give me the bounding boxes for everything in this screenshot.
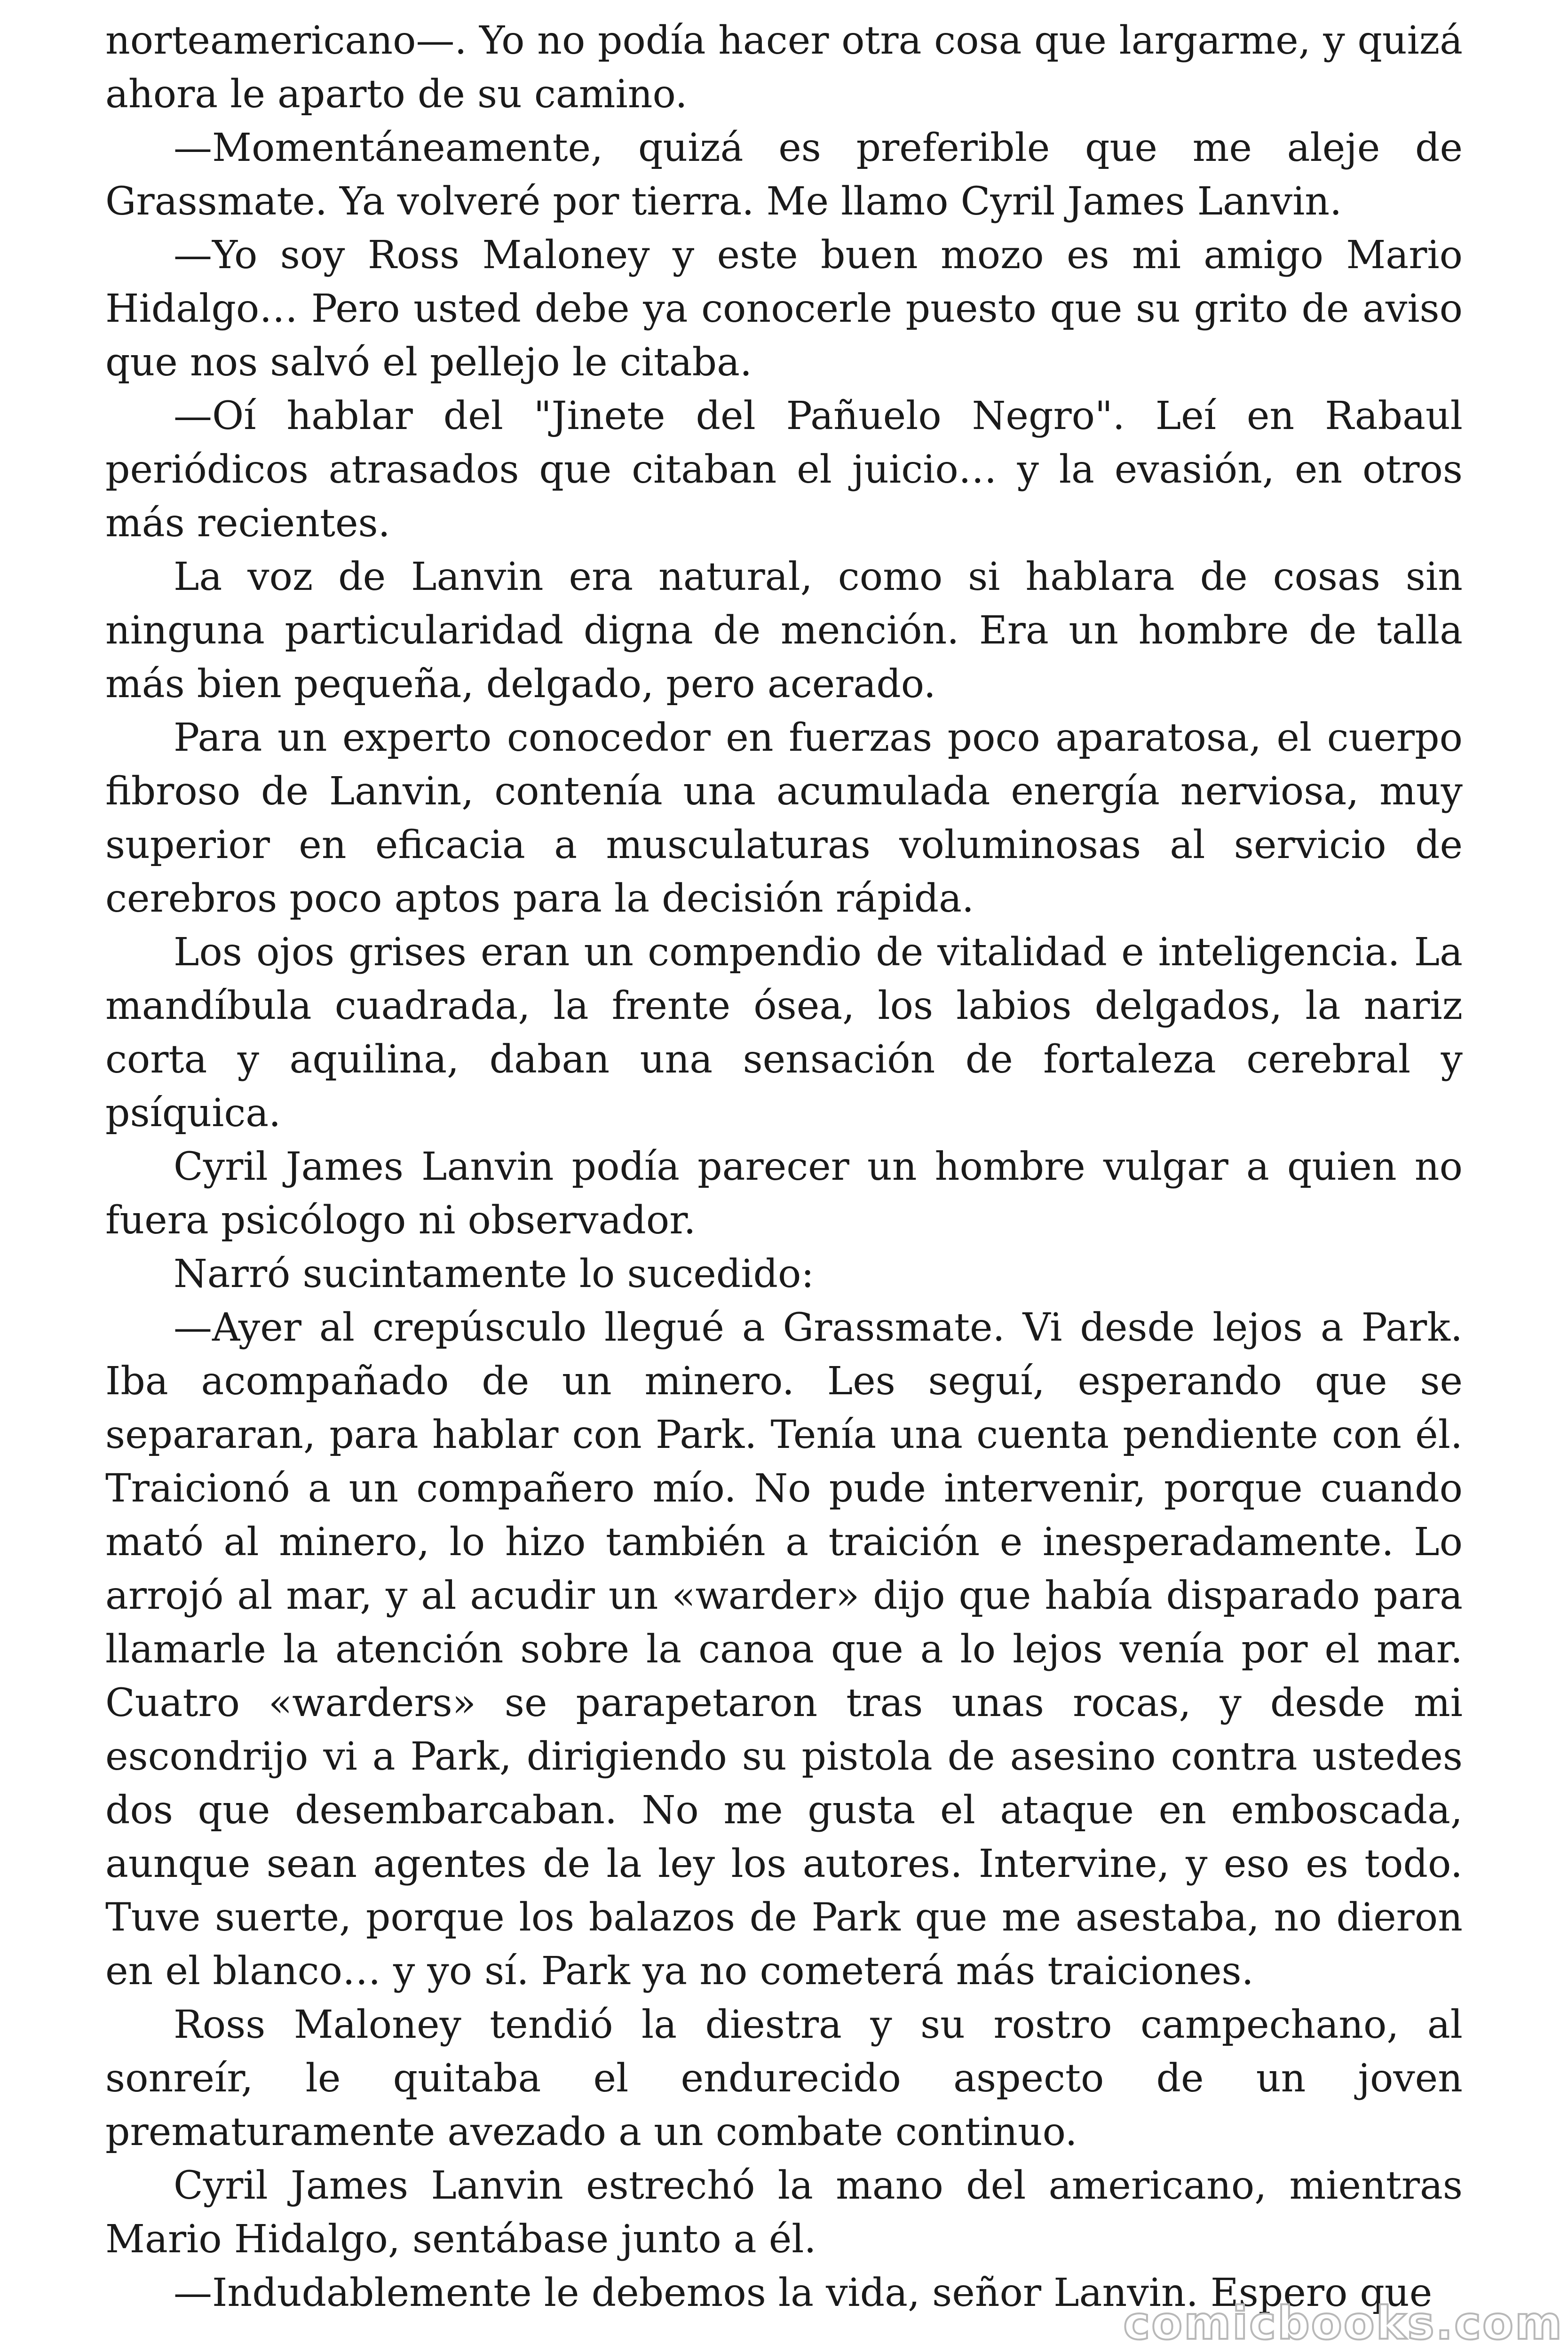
paragraph: Narró sucintamente lo sucedido:	[174, 1252, 815, 1296]
watermark: comicbooks.com	[1123, 2297, 1563, 2350]
paragraph-continued: norteamericano—. Yo no podía hacer otra cosa que largarme, y quizá ahora le aparto de su camino.	[105, 18, 1463, 117]
paragraph: —Momentáneamente, quizá es preferible que me aleje de Grassmate. Ya volveré por tierra. Me llamo Cyril James Lanvin.	[105, 126, 1463, 224]
paragraph: —Oí hablar del "Jinete del Pañuelo Negro". Leí en Rabaul periódicos atrasados que citaban el juicio… y la evasión, en otros más recientes.	[105, 394, 1463, 546]
paragraph: —Indudablemente le debemos la vida, señor Lanvin. Espero que	[174, 2271, 1433, 2315]
paragraph: La voz de Lanvin era natural, como si hablara de cosas sin ninguna particularidad digna de mención. Era un hombre de talla más bien pequeña, delgado, pero acerado.	[105, 555, 1463, 707]
paragraph: Los ojos grises eran un compendio de vitalidad e inteligencia. La mandíbula cuadrada, la frente ósea, los labios delgados, la nariz corta y aquilina, daban una sensación de fortaleza cerebral y psíquica.	[105, 930, 1463, 1136]
paragraph: —Ayer al crepúsculo llegué a Grassmate. Vi desde lejos a Park. Iba acompañado de un minero. Les seguí, esperando que se separaran, para hablar con Park. Tenía una cuenta pendiente con él. Traicionó a un compañero mío. No pude intervenir, porque cuando mató al minero, lo hizo también a traición e inesperadamente. Lo arrojó al mar, y al acudir un «warder» dijo que había disparado para llamarle la atención sobre la canoa que a lo lejos venía por el mar. Cuatro «warders» se parapetaron tras unas rocas, y desde mi escondrijo vi a Park, dirigiendo su pistola de asesino contra ustedes dos que desembarcaban. No me gusta el ataque en emboscada, aunque sean agentes de la ley los autores. Intervine, y eso es todo. Tuve suerte, porque los balazos de Park que me asestaba, no dieron en el blanco… y yo sí. Park ya no cometerá más traiciones.	[105, 1305, 1463, 1994]
paragraph: Ross Maloney tendió la diestra y su rostro campechano, al sonreír, le quitaba el endurecido aspecto de un joven prematuramente avezado a un combate continuo.	[105, 2002, 1463, 2154]
paragraph: Cyril James Lanvin estrechó la mano del americano, mientras Mario Hidalgo, sentábase junto a él.	[105, 2163, 1463, 2262]
body-text	[105, 14, 1463, 2320]
paragraph: —Yo soy Ross Maloney y este buen mozo es mi amigo Mario Hidalgo… Pero usted debe ya conocerle puesto que su grito de aviso que nos salvó el pellejo le citaba.	[105, 233, 1463, 385]
paragraph: Cyril James Lanvin podía parecer un hombre vulgar a quien no fuera psicólogo ni observador.	[105, 1144, 1463, 1243]
paragraph: Para un experto conocedor en fuerzas poco aparatosa, el cuerpo fibroso de Lanvin, contenía una acumulada energía nerviosa, muy superior en eficacia a musculaturas voluminosas al servicio de cerebros poco aptos para la decisión rápida.	[105, 715, 1463, 921]
